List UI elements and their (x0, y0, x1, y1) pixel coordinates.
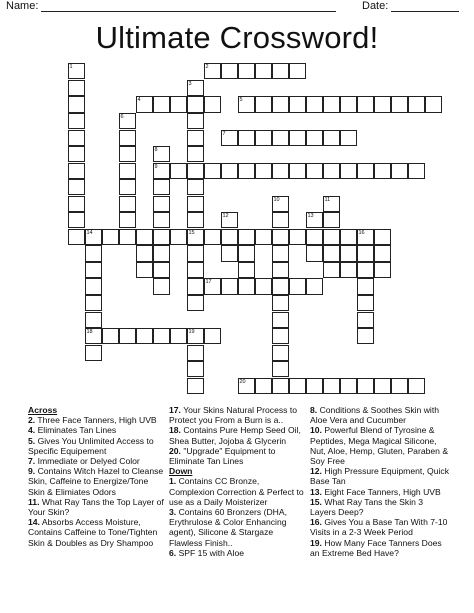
grid-cell[interactable] (323, 378, 340, 394)
grid-cell[interactable] (119, 212, 136, 228)
grid-cell[interactable] (187, 229, 204, 245)
grid-cell[interactable] (153, 163, 170, 179)
grid-cell[interactable] (357, 163, 374, 179)
grid-cell[interactable] (187, 345, 204, 361)
grid-cell[interactable] (187, 113, 204, 129)
grid-cell[interactable] (68, 130, 85, 146)
grid-cell-number: 13 (307, 213, 314, 220)
grid-cell[interactable] (204, 63, 221, 79)
grid-cell-number: 12 (222, 213, 229, 220)
grid-cell[interactable] (323, 245, 340, 261)
clue-number: 8. (310, 405, 318, 415)
grid-cell-number: 14 (86, 229, 93, 236)
clue-item (28, 466, 164, 497)
grid-cell[interactable] (85, 229, 102, 245)
grid-cell[interactable] (170, 96, 187, 112)
grid-cell[interactable] (357, 229, 374, 245)
clue-item (28, 436, 164, 456)
grid-cell[interactable] (136, 328, 153, 344)
grid-cell[interactable] (102, 229, 119, 245)
grid-cell[interactable] (221, 212, 238, 228)
clue-item (28, 425, 164, 435)
clue-text: Your Skins Natural Process to Protect you From a Burn is a.. (169, 405, 298, 426)
grid-cell[interactable] (153, 179, 170, 195)
down-heading: Down (169, 466, 193, 477)
grid-cell[interactable] (408, 163, 425, 179)
grid-cell[interactable] (153, 278, 170, 294)
grid-cell[interactable] (340, 229, 357, 245)
grid-cell[interactable] (289, 229, 306, 245)
name-label: Name: (6, 0, 39, 12)
grid-cell[interactable] (272, 345, 289, 361)
grid-cell[interactable] (204, 278, 221, 294)
grid-cell[interactable] (119, 146, 136, 162)
clue-text: What Ray Tans the Skin 3 Layers Deep? (310, 496, 424, 518)
clue-item (28, 415, 164, 425)
clue-number: 6. (169, 547, 177, 558)
grid-cell-number: 20 (239, 378, 246, 385)
grid-cell[interactable] (323, 196, 340, 212)
clue-number: 10. (310, 425, 322, 436)
grid-cell[interactable] (136, 262, 153, 278)
grid-cell[interactable] (85, 262, 102, 278)
grid-cell[interactable] (85, 245, 102, 261)
grid-cell[interactable] (340, 245, 357, 261)
grid-cell[interactable] (119, 113, 136, 129)
grid-cell-number: 15 (188, 229, 195, 236)
grid-cell[interactable] (323, 229, 340, 245)
grid-cell[interactable] (289, 378, 306, 394)
clue-text: Absorbs Access Moisture, Contains Caffeine to Tone/Tighten Skin & Doubles as Dry Shampoo (28, 517, 158, 548)
clue-item (28, 497, 164, 517)
grid-cell[interactable] (289, 96, 306, 112)
grid-cell[interactable] (187, 295, 204, 311)
grid-cell[interactable] (238, 262, 255, 278)
grid-cell[interactable] (374, 245, 391, 261)
clue-item (310, 405, 450, 425)
grid-cell[interactable] (204, 163, 221, 179)
grid-cell[interactable] (119, 179, 136, 195)
grid-cell[interactable] (221, 130, 238, 146)
grid-cell[interactable] (238, 229, 255, 245)
clue-number: 12. (310, 466, 322, 477)
grid-cell[interactable] (357, 295, 374, 311)
clue-item (310, 466, 450, 486)
grid-cell-number: 18 (86, 329, 93, 336)
grid-cell[interactable] (255, 378, 272, 394)
grid-cell-number: 8 (154, 147, 158, 154)
grid-cell[interactable] (238, 278, 255, 294)
clue-text: Eliminates Tan Lines (37, 425, 117, 436)
grid-cell-number: 17 (205, 279, 212, 286)
grid-cell[interactable] (170, 229, 187, 245)
grid-cell[interactable] (306, 378, 323, 394)
grid-cell[interactable] (255, 130, 272, 146)
clue-text: Gives You a Base Tan With 7-10 Visits in a 2-3 Week Period (310, 517, 448, 538)
clue-text: Gives You Unlimited Access to Specific Equipement (28, 435, 154, 456)
grid-cell[interactable] (306, 96, 323, 112)
grid-cell[interactable] (119, 163, 136, 179)
grid-cell[interactable] (238, 130, 255, 146)
grid-cell[interactable] (374, 163, 391, 179)
clue-number: 7. (28, 456, 36, 467)
grid-cell[interactable] (153, 212, 170, 228)
grid-cell[interactable] (68, 163, 85, 179)
grid-cell-number: 5 (239, 97, 243, 104)
clue-item (169, 507, 305, 548)
grid-cell[interactable] (374, 378, 391, 394)
grid-cell[interactable] (85, 295, 102, 311)
grid-cell[interactable] (153, 196, 170, 212)
grid-cell[interactable] (187, 328, 204, 344)
grid-cell[interactable] (153, 262, 170, 278)
clue-number: 5. (28, 435, 36, 446)
clue-item (310, 517, 450, 537)
clue-text: SPF 15 with Aloe (178, 547, 245, 558)
grid-cell[interactable] (272, 96, 289, 112)
grid-cell[interactable] (289, 278, 306, 294)
grid-cell-number: 9 (154, 163, 158, 170)
clue-text: Immediate or Delyed Color (37, 456, 140, 467)
clue-number: 19. (310, 537, 322, 548)
clue-text: How Many Face Tanners Does an Extreme Bed Have? (310, 537, 442, 558)
grid-cell[interactable] (306, 278, 323, 294)
grid-cell-number: 10 (273, 196, 280, 203)
grid-cell[interactable] (238, 245, 255, 261)
grid-cell[interactable] (357, 262, 374, 278)
grid-cell-number: 4 (137, 97, 141, 104)
grid-cell[interactable] (68, 212, 85, 228)
clue-item (169, 548, 305, 558)
grid-cell[interactable] (221, 63, 238, 79)
grid-cell[interactable] (68, 113, 85, 129)
grid-cell-number: 6 (120, 113, 124, 120)
grid-cell[interactable] (238, 63, 255, 79)
clue-number: 3. (169, 507, 177, 518)
grid-cell[interactable] (187, 146, 204, 162)
grid-cell-number: 19 (188, 329, 195, 336)
grid-cell[interactable] (289, 163, 306, 179)
grid-cell[interactable] (272, 378, 289, 394)
grid-cell[interactable] (187, 196, 204, 212)
grid-cell[interactable] (221, 229, 238, 245)
grid-cell-number: 2 (205, 64, 209, 71)
grid-cell[interactable] (272, 312, 289, 328)
grid-cell[interactable] (391, 378, 408, 394)
grid-cell[interactable] (340, 262, 357, 278)
clue-item (169, 425, 305, 445)
clue-text: Contains 60 Bronzers (DHA, Erythrulose & Color Enhancing agent), Silicone & Stargaze Flawless Finish.. (169, 507, 287, 548)
grid-cell[interactable] (187, 278, 204, 294)
grid-cell[interactable] (323, 262, 340, 278)
grid-cell[interactable] (323, 96, 340, 112)
grid-cell[interactable] (357, 312, 374, 328)
clue-number: 18. (169, 425, 181, 436)
grid-cell[interactable] (272, 245, 289, 261)
grid-cell[interactable] (323, 163, 340, 179)
clue-text: Contains CC Bronze, Complexion Correction & Perfect to use as a Daily Moisterizer (169, 476, 304, 507)
grid-cell[interactable] (357, 245, 374, 261)
grid-cell[interactable] (340, 378, 357, 394)
grid-cell[interactable] (221, 163, 238, 179)
clue-text: What Ray Tans the Top Layer of Your Skin? (28, 496, 164, 518)
clue-number: 13. (310, 486, 322, 497)
grid-cell[interactable] (255, 278, 272, 294)
grid-cell[interactable] (289, 63, 306, 79)
clue-item (169, 446, 305, 466)
grid-cell[interactable] (289, 130, 306, 146)
grid-cell[interactable] (85, 278, 102, 294)
grid-cell[interactable] (255, 163, 272, 179)
grid-cell[interactable] (187, 378, 204, 394)
grid-cell[interactable] (340, 163, 357, 179)
grid-cell[interactable] (306, 229, 323, 245)
grid-cell[interactable] (221, 245, 238, 261)
clue-item (310, 425, 450, 466)
clue-column-3 (310, 405, 450, 558)
grid-cell[interactable] (272, 196, 289, 212)
grid-cell[interactable] (272, 63, 289, 79)
grid-cell[interactable] (221, 278, 238, 294)
grid-cell[interactable] (136, 96, 153, 112)
clue-text: Contains Witch Hazel to Cleanse Skin, Caffeine to Energize/Tone Skin & Elimiates Odors (28, 466, 164, 497)
grid-cell[interactable] (170, 163, 187, 179)
grid-cell[interactable] (272, 229, 289, 245)
grid-cell[interactable] (187, 179, 204, 195)
grid-cell[interactable] (340, 96, 357, 112)
clue-item (310, 497, 450, 517)
grid-cell[interactable] (272, 328, 289, 344)
grid-cell[interactable] (272, 361, 289, 377)
grid-cell-number: 11 (324, 196, 331, 203)
clue-number: 14. (28, 517, 40, 528)
clue-item (310, 487, 450, 497)
grid-cell[interactable] (119, 196, 136, 212)
clue-item (169, 476, 305, 507)
grid-cell[interactable] (187, 96, 204, 112)
grid-cell[interactable] (187, 212, 204, 228)
grid-cell[interactable] (204, 229, 221, 245)
clue-text: Three Face Tanners, High UVB (37, 415, 157, 426)
grid-cell[interactable] (170, 328, 187, 344)
grid-cell[interactable] (136, 245, 153, 261)
grid-cell[interactable] (85, 312, 102, 328)
grid-cell[interactable] (357, 378, 374, 394)
clue-number: 17. (169, 405, 181, 415)
grid-cell[interactable] (153, 229, 170, 245)
grid-cell[interactable] (272, 130, 289, 146)
grid-cell[interactable] (85, 328, 102, 344)
grid-cell[interactable] (255, 63, 272, 79)
clue-number: 2. (28, 415, 36, 426)
grid-cell-number: 1 (69, 64, 73, 71)
grid-cell-number: 7 (222, 130, 226, 137)
grid-cell[interactable] (357, 278, 374, 294)
grid-cell[interactable] (119, 328, 136, 344)
clue-column-1 (28, 405, 164, 548)
grid-cell[interactable] (187, 163, 204, 179)
grid-cell[interactable] (374, 96, 391, 112)
grid-cell[interactable] (340, 130, 357, 146)
grid-cell[interactable] (187, 130, 204, 146)
grid-cell[interactable] (153, 96, 170, 112)
grid-cell[interactable] (306, 130, 323, 146)
grid-cell[interactable] (68, 63, 85, 79)
clue-number: 9. (28, 466, 36, 477)
grid-cell[interactable] (187, 361, 204, 377)
grid-cell-number: 16 (358, 229, 365, 236)
clue-text: Eight Face Tanners, High UVB (324, 486, 441, 497)
clue-item (169, 405, 305, 425)
grid-cell[interactable] (102, 328, 119, 344)
grid-cell[interactable] (272, 163, 289, 179)
clue-number: 15. (310, 496, 322, 507)
grid-cell[interactable] (391, 163, 408, 179)
page-title: Ultimate Crossword! (95, 20, 379, 55)
clue-number: 20. (169, 445, 181, 456)
clue-number: 4. (28, 425, 36, 436)
grid-cell[interactable] (255, 229, 272, 245)
grid-cell[interactable] (153, 146, 170, 162)
grid-cell[interactable] (272, 295, 289, 311)
grid-cell[interactable] (255, 96, 272, 112)
grid-cell[interactable] (306, 163, 323, 179)
grid-cell[interactable] (357, 328, 374, 344)
grid-cell[interactable] (119, 130, 136, 146)
grid-cell[interactable] (238, 96, 255, 112)
grid-cell[interactable] (238, 163, 255, 179)
grid-cell[interactable] (374, 229, 391, 245)
clue-item (28, 456, 164, 466)
grid-cell[interactable] (153, 328, 170, 344)
grid-cell[interactable] (374, 262, 391, 278)
grid-cell[interactable] (119, 229, 136, 245)
grid-cell[interactable] (306, 212, 323, 228)
grid-cell[interactable] (425, 96, 442, 112)
grid-cell[interactable] (187, 245, 204, 261)
grid-cell[interactable] (272, 212, 289, 228)
clue-item (28, 517, 164, 548)
clue-item (310, 538, 450, 558)
clue-number: 16. (310, 517, 322, 528)
date-label: Date: (362, 0, 389, 12)
grid-cell[interactable] (272, 278, 289, 294)
clue-text: Conditions & Soothes Skin with Aloe Vera and Cucumber (310, 405, 439, 426)
grid-cell[interactable] (136, 229, 153, 245)
grid-cell[interactable] (323, 212, 340, 228)
clue-text: High Pressure Equipment, Quick Base Tan (310, 466, 450, 487)
grid-cell[interactable] (204, 328, 221, 344)
grid-cell[interactable] (68, 96, 85, 112)
grid-cell[interactable] (68, 80, 85, 96)
grid-cell[interactable] (357, 96, 374, 112)
clue-number: 1. (169, 476, 177, 487)
grid-cell[interactable] (85, 345, 102, 361)
clue-text: Contains Pure Hemp Seed Oil, Shea Butter, Jojoba & Glycerin (169, 425, 301, 446)
grid-cell[interactable] (68, 179, 85, 195)
grid-cell[interactable] (68, 146, 85, 162)
grid-cell[interactable] (272, 262, 289, 278)
grid-cell[interactable] (204, 96, 221, 112)
grid-cell[interactable] (187, 262, 204, 278)
grid-cell-number: 3 (188, 80, 192, 87)
grid-cell[interactable] (323, 130, 340, 146)
clue-number: 11. (28, 496, 40, 507)
grid-cell[interactable] (306, 245, 323, 261)
clue-text: "Upgrade" Equipment to Eliminate Tan Lines (169, 445, 276, 467)
grid-cell[interactable] (187, 80, 204, 96)
clue-column-2 (169, 405, 305, 558)
grid-cell[interactable] (68, 229, 85, 245)
grid-cell[interactable] (238, 378, 255, 394)
grid-cell[interactable] (391, 96, 408, 112)
grid-cell[interactable] (153, 245, 170, 261)
grid-cell[interactable] (408, 378, 425, 394)
grid-cell[interactable] (408, 96, 425, 112)
clue-text: Powerful Blend of Tyrosine & Peptides, Mega Magical Silicone, Nut, Aloe, Hemp, Gluten, Paraben & Soy Free (310, 425, 449, 467)
grid-cell[interactable] (68, 196, 85, 212)
across-heading: Across (28, 405, 58, 415)
